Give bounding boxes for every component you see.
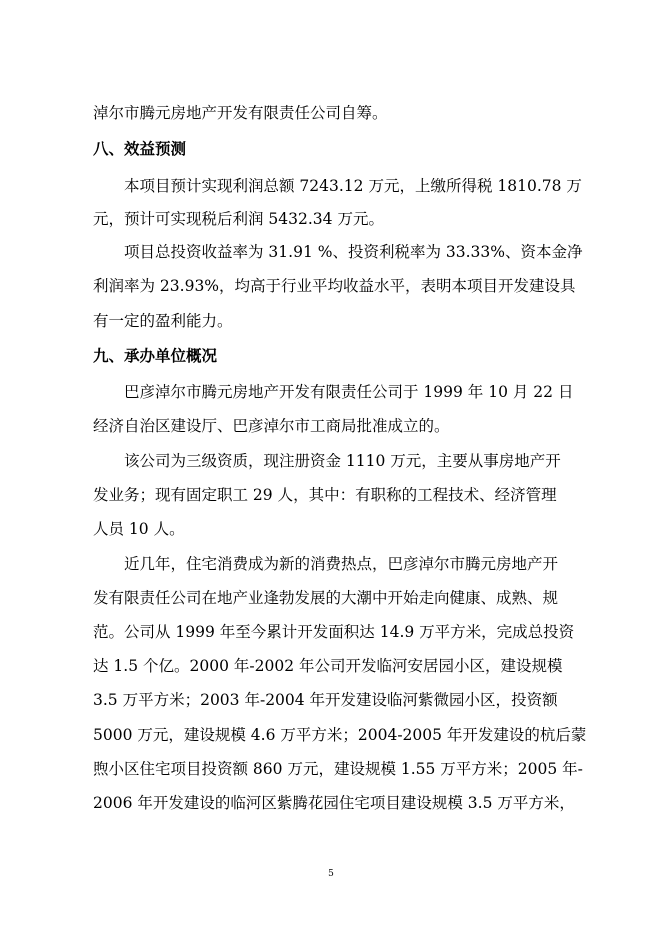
section-heading-organizer-overview: 九、承办单位概况 [93, 346, 218, 365]
paragraph-line: 本项目预计实现利润总额 7243.12 万元，上缴所得税 1810.78 万 [124, 177, 582, 195]
section-heading-benefit-forecast: 八、效益预测 [93, 139, 187, 158]
paragraph-line: 3.5 万平方米；2003 年-2004 年开发建设临河紫微园小区，投资额 [93, 691, 558, 709]
paragraph-line: 达 1.5 个亿。2000 年-2002 年公司开发临河安居园小区，建设规模 [93, 657, 563, 675]
paragraph-line: 淖尔市腾元房地产开发有限责任公司自筹。 [93, 104, 388, 122]
paragraph-line: 煦小区住宅项目投资额 860 万元，建设规模 1.55 万平方米；2005 年- [93, 760, 583, 778]
paragraph-line: 人员 10 人。 [93, 520, 185, 538]
paragraph-line: 5000 万元，建设规模 4.6 万平方米；2004-2005 年开发建设的杭后蒙 [93, 726, 587, 744]
paragraph-line: 近几年，住宅消费成为新的消费热点，巴彦淖尔市腾元房地产开 [124, 555, 559, 573]
paragraph-line: 发有限责任公司在地产业逢勃发展的大潮中开始走向健康、成熟、规 [93, 589, 559, 607]
page-number: 5 [328, 869, 334, 879]
paragraph-line: 发业务；现有固定职工 29 人，其中：有职称的工程技术、经济管理 [93, 486, 557, 504]
paragraph-line: 巴彦淖尔市腾元房地产开发有限责任公司于 1999 年 10 月 22 日 [124, 383, 574, 401]
paragraph-line: 范。公司从 1999 年至今累计开发面积达 14.9 万平方米，完成总投资 [93, 623, 575, 641]
paragraph-line: 2006 年开发建设的临河区紫腾花园住宅项目建设规模 3.5 万平方米， [93, 794, 575, 812]
paragraph-line: 经济自治区建设厅、巴彦淖尔市工商局批准成立的。 [93, 417, 450, 435]
paragraph-line: 利润率为 23.93%，均高于行业平均收益水平，表明本项目开发建设具 [93, 277, 576, 295]
paragraph-line: 元，预计可实现税后利润 5432.34 万元。 [93, 210, 384, 228]
paragraph-line: 项目总投资收益率为 31.91 %、投资利税率为 33.33%、资本金净 [124, 243, 583, 261]
paragraph-line: 有一定的盈利能力。 [93, 312, 233, 330]
paragraph-line: 该公司为三级资质，现注册资金 1110 万元，主要从事房地产开 [124, 452, 561, 470]
